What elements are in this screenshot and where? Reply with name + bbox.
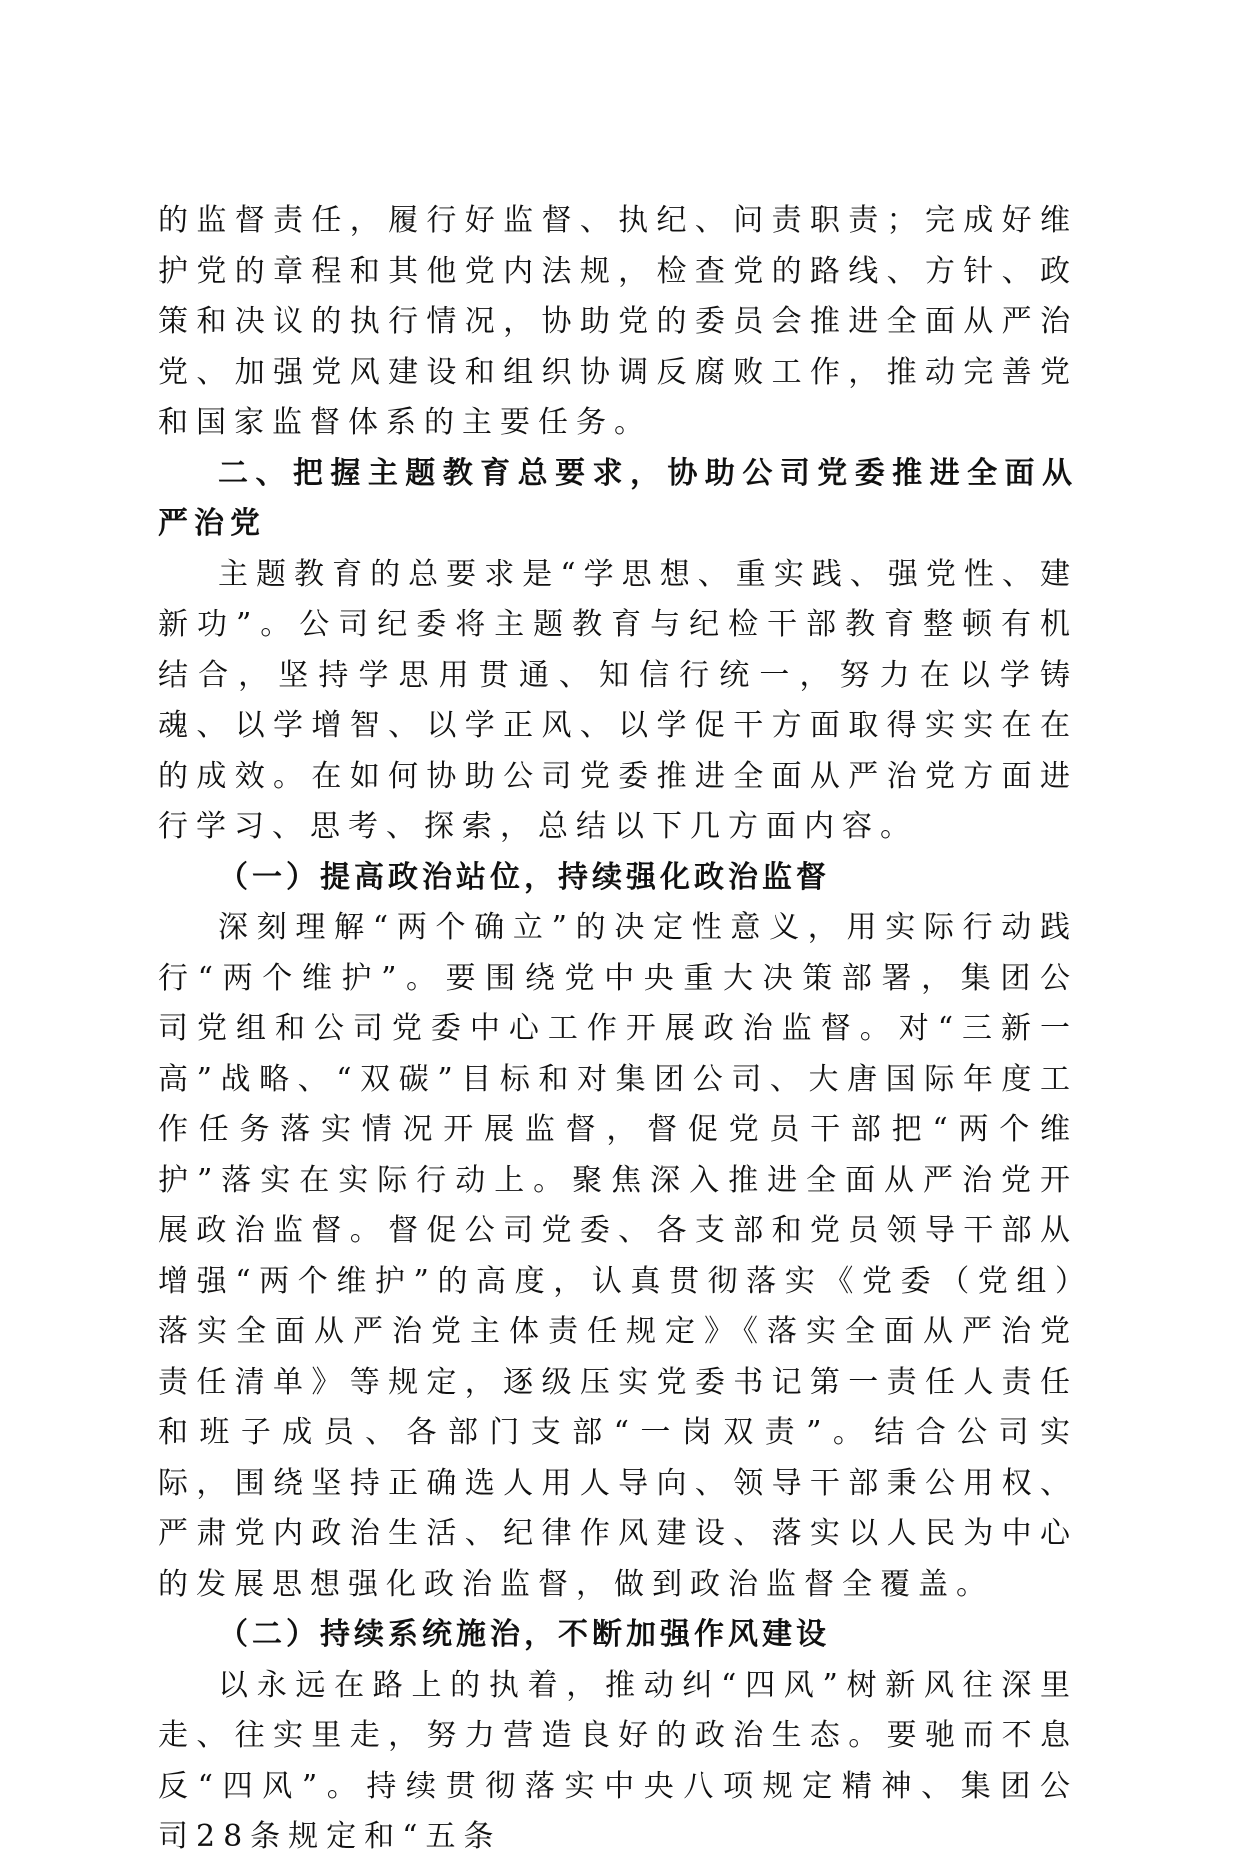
paragraph-continued: 的监督责任，履行好监督、执纪、问责职责；完成好维护党的章程和其他党内法规，检查党的路线、方针、政策和决议的执行情况，协助党的委员会推进全面从严治党、加强党风建设和组织协调反腐败工作，推动完善党和国家监督体系的主要任务。: [158, 203, 1078, 440]
subheading-2: （二）持续系统施治，不断加强作风建设: [218, 1617, 830, 1652]
section-heading-2: 二、把握主题教育总要求，协助公司党委推进全面从严治党: [158, 455, 1078, 541]
paragraph-intro: 主题教育的总要求是“学思想、重实践、强党性、建新功”。公司纪委将主题教育与纪检干部教育整顿有机结合，坚持学思用贯通、知信行统一，努力在以学铸魂、以学增智、以学正风、以学促干方面取得实实在在的成效。在如何协助公司党委推进全面从严治党方面进行学习、思考、探索，总结以下几方面内容。: [158, 556, 1078, 844]
document-body: [158, 196, 1078, 1863]
paragraph-work-style: 以永远在路上的执着，推动纠“四风”树新风往深里走、往实里走，努力营造良好的政治生态。要驰而不息反“四风”。持续贯彻落实中央八项规定精神、集团公司28条规定和“五条: [158, 1667, 1078, 1854]
paragraph-political-supervision: 深刻理解“两个确立”的决定性意义，用实际行动践行“两个维护”。要围绕党中央重大决策部署，集团公司党组和公司党委中心工作开展政治监督。对“三新一高”战略、“双碳”目标和对集团公司、大唐国际年度工作任务落实情况开展监督，督促党员干部把“两个维护”落实在实际行动上。聚焦深入推进全面从严治党开展政治监督。督促公司党委、各支部和党员领导干部从增强“两个维护”的高度，认真贯彻落实《党委（党组）落实全面从严治党主体责任规定》《落实全面从严治党责任清单》等规定，逐级压实党委书记第一责任人责任和班子成员、各部门支部“一岗双责”。结合公司实际，围绕坚持正确选人用人导向、领导干部秉公用权、严肃党内政治生活、纪律作风建设、落实以人民为中心的发展思想强化政治监督，做到政治监督全覆盖。: [158, 910, 1078, 1602]
subheading-1: （一）提高政治站位，持续强化政治监督: [218, 859, 830, 895]
